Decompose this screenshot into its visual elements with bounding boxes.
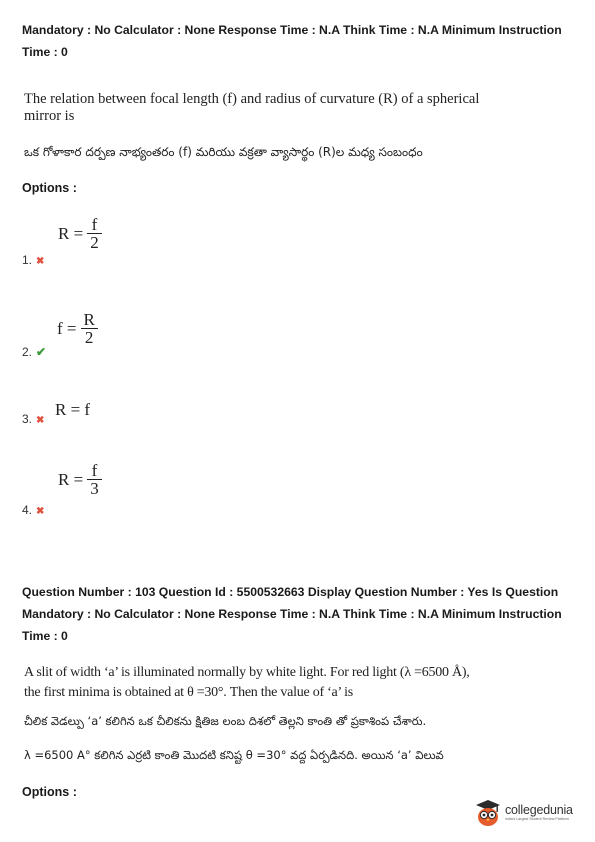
logo-tagline: India's Largest Student Review Platform bbox=[505, 816, 569, 821]
option-number-label: 1. bbox=[22, 253, 33, 267]
question-text-line: mirror is bbox=[24, 108, 75, 124]
option-4-number bbox=[22, 503, 44, 517]
question-meta-line: Mandatory : No Calculator : None Response Time : N.A Think Time : N.A Minimum Instruction bbox=[22, 23, 562, 37]
question-meta-line: Time : 0 bbox=[22, 629, 68, 643]
cross-icon: ✖ bbox=[36, 415, 45, 426]
option-3-number bbox=[22, 412, 44, 426]
fraction-numerator: R bbox=[83, 310, 95, 329]
cross-icon: ✖ bbox=[36, 256, 45, 267]
option-1-formula bbox=[58, 216, 102, 251]
question-103-text-english bbox=[24, 663, 564, 703]
logo-name: collegedunia bbox=[505, 802, 573, 817]
option-number-label: 3. bbox=[22, 412, 33, 426]
question-meta-line: Mandatory : No Calculator : None Response Time : N.A Think Time : N.A Minimum Instruction bbox=[22, 607, 562, 621]
formula-lhs: R = bbox=[58, 223, 84, 243]
question-text-telugu: ఒక గోళాకార దర్పణ నాభ్యంతరం (f) మరియు వక్రతా వ్యాసార్థం (R)ల మధ్య సంబంధం bbox=[24, 145, 423, 159]
formula-expression: R = f bbox=[55, 400, 91, 419]
fraction bbox=[87, 216, 102, 251]
fraction bbox=[81, 311, 98, 346]
collegedunia-logo bbox=[474, 795, 586, 829]
question-103-text-telugu-1: చీలిక వెడల్పు ‘a’ కలిగిన ఒక చీలికను క్షితిజ లంబ దిశలో తెల్లని కాంతి తో ప్రకాశింప చేశారు. bbox=[24, 714, 427, 728]
options-label: Options : bbox=[22, 785, 77, 799]
question-text-line: A slit of width ‘a’ is illuminated normally by white light. For red light (λ =6500 Å), bbox=[24, 665, 470, 680]
options-label: Options : bbox=[22, 181, 77, 195]
fraction-denominator: 3 bbox=[90, 479, 99, 498]
question-text-line: the first minima is obtained at θ =30°. Then the value of ‘a’ is bbox=[24, 685, 353, 700]
fraction-numerator: f bbox=[91, 461, 98, 480]
graduate-owl-icon bbox=[474, 797, 502, 827]
question-text-english bbox=[24, 91, 564, 125]
option-1-number bbox=[22, 253, 44, 267]
option-2-number bbox=[22, 345, 46, 359]
option-2-formula bbox=[57, 311, 98, 346]
question-meta bbox=[22, 19, 582, 63]
question-103-text-telugu-2: λ =6500 A° కలిగిన ఎర్రటి కాంతి మొదటి కనిష్ట θ =30° వద్ద ఏర్పడినది. అయిన ‘a’ విలువ bbox=[24, 748, 444, 762]
formula-lhs: R = bbox=[58, 469, 84, 489]
question-meta-line: Question Number : 103 Question Id : 5500532663 Display Question Number : Yes Is Question bbox=[22, 585, 559, 599]
question-103-meta bbox=[22, 581, 582, 647]
question-meta-line: Time : 0 bbox=[22, 45, 68, 59]
fraction-denominator: 2 bbox=[90, 233, 99, 252]
option-number-label: 4. bbox=[22, 503, 33, 517]
fraction-denominator: 2 bbox=[84, 328, 94, 347]
check-icon: ✔ bbox=[36, 345, 47, 359]
option-4-formula bbox=[58, 462, 102, 497]
question-text-line: The relation between focal length (f) and radius of curvature (R) of a spherical bbox=[24, 91, 480, 107]
fraction bbox=[87, 462, 102, 497]
fraction-numerator: f bbox=[91, 215, 98, 234]
option-3-formula bbox=[55, 400, 90, 420]
formula-lhs: f = bbox=[57, 318, 77, 338]
cross-icon: ✖ bbox=[36, 506, 45, 517]
option-number-label: 2. bbox=[22, 345, 33, 359]
